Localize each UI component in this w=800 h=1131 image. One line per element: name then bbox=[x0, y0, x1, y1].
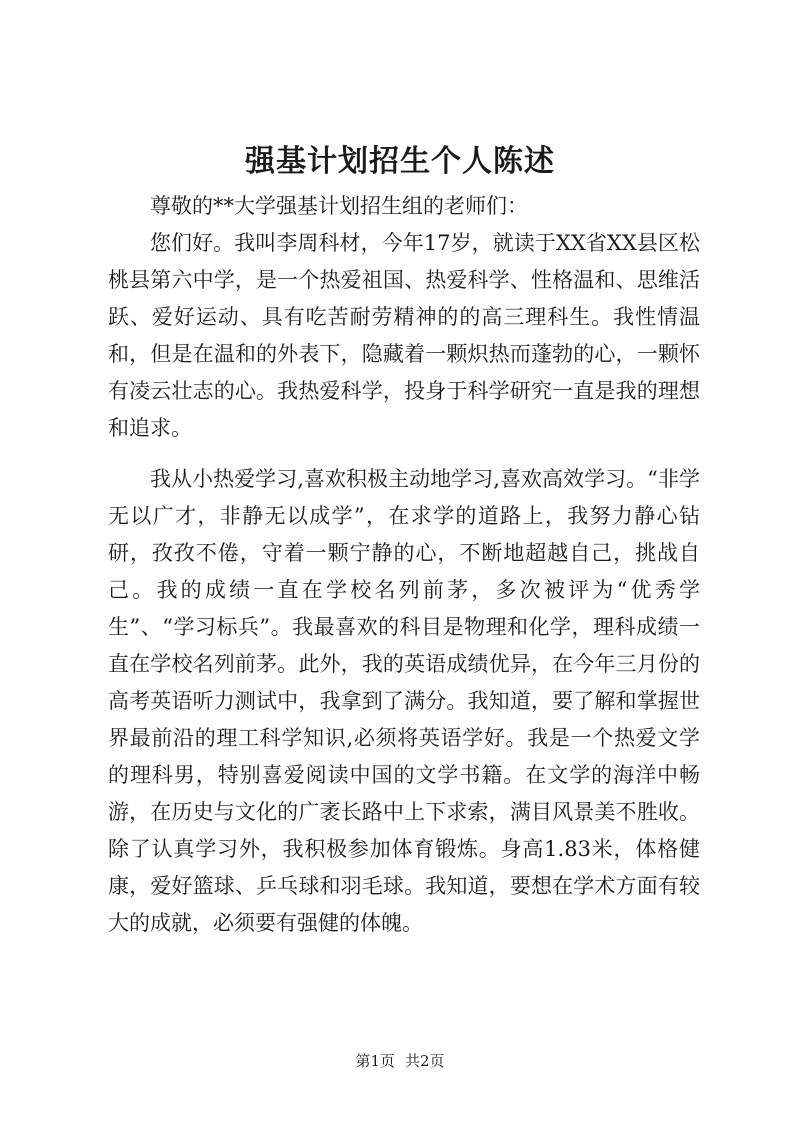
salutation: 尊敬的**大学强基计划招生组的老师们： bbox=[150, 194, 528, 218]
page-total: 共2页 bbox=[405, 1052, 445, 1070]
paragraph-intro: 您们好。我叫李周科材，今年17岁，就读于XX省XX县区松桃县第六中学，是一个热爱祖国、热爱科学、性格温和、思维活跃、爱好运动、具有吃苦耐劳精神的的高三理科生。我性情温和，但是在温和的外表下，隐藏着一颗炽热而蓬勃的心，一颗怀有凌云壮志的心。我热爱科学，投身于科学研究一直是我的理想和追求。 bbox=[108, 231, 700, 440]
document-title: 强基计划招生个人陈述 bbox=[245, 144, 555, 179]
page-number: 第1页 bbox=[355, 1052, 395, 1070]
page-footer bbox=[0, 1050, 800, 1072]
paragraph-study: 我从小热爱学习,喜欢积极主动地学习,喜欢高效学习。“非学无以广才，非静无以成学”，在求学的道路上，我努力静心钻研，孜孜不倦，守着一颗宁静的心，不断地超越自己，挑战自己。我的成绩一直在学校名列前茅，多次被评为“优秀学生”、“学习标兵”。我最喜欢的科目是物理和化学，理科成绩一直在学校名列前茅。此外，我的英语成绩优异，在今年三月份的高考英语听力测试中，我拿到了满分。我知道，要了解和掌握世界最前沿的理工科学知识,必须将英语学好。我是一个热爱文学的理科男，特别喜爱阅读中国的文学书籍。在文学的海洋中畅游，在历史与文化的广袤长路中上下求索，满目风景美不胜收。除了认真学习外，我积极参加体育锻炼。身高1.83米，体格健康，爱好篮球、乒乓球和羽毛球。我知道，要想在学术方面有较大的成就，必须要有强健的体魄。 bbox=[108, 467, 700, 935]
document-body bbox=[108, 188, 700, 942]
